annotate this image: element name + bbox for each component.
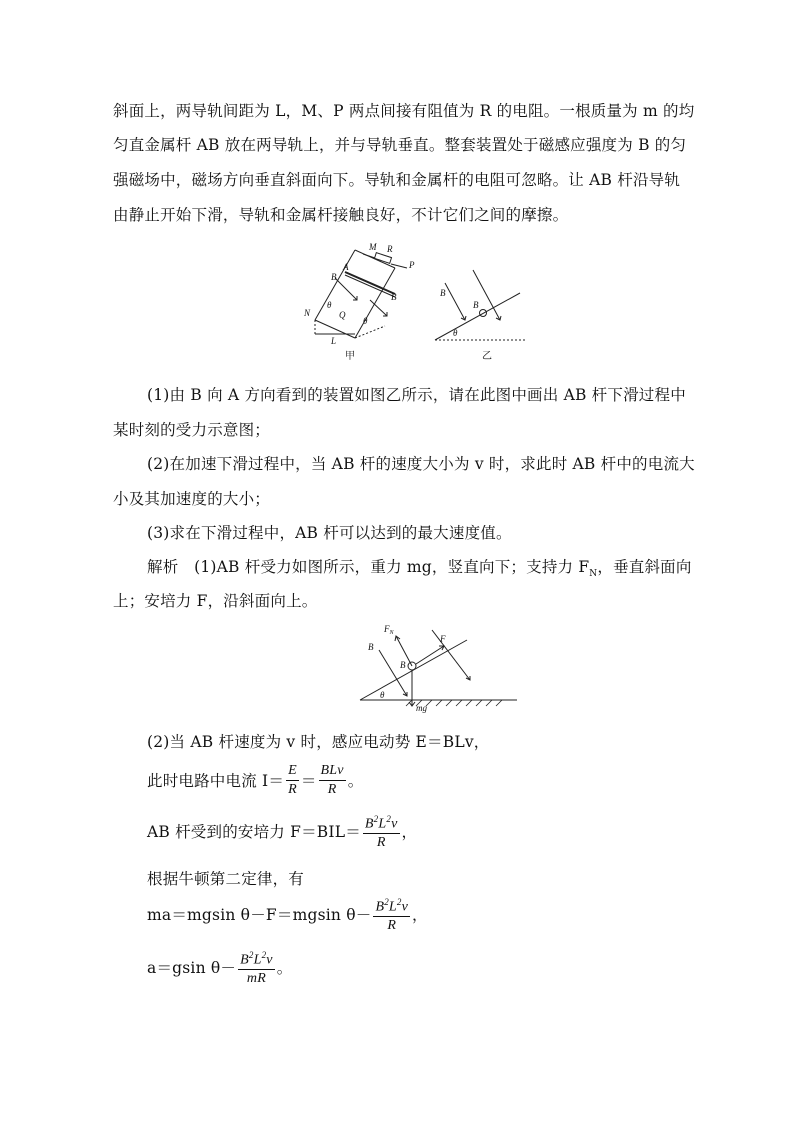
figure-force-diagram — [352, 618, 522, 713]
fraction-B2L2v-over-mR — [238, 947, 275, 988]
fraction-numerator: BLv — [319, 763, 346, 781]
problem-line-3: 强磁场中，磁场方向垂直斜面向下。导轨和金属杆的电阻可忽略。让 AB 杆沿导轨 — [113, 171, 681, 189]
question-3: (3)求在下滑过程中，AB 杆可以达到的最大速度值。 — [147, 524, 512, 542]
problem-line-1: 斜面上，两导轨间距为 L，M、P 两点间接有阻值为 R 的电阻。一根质量为 m 的均 — [113, 102, 695, 120]
label-Q: Q — [339, 310, 346, 320]
label-theta-yi: θ — [453, 328, 458, 338]
label-P: P — [409, 260, 415, 270]
fraction-numerator: $B^2L^2v$ — [373, 894, 410, 918]
solution-line-2: 上；安培力 F，沿斜面向上。 — [113, 592, 318, 610]
label-B-1: B — [368, 642, 374, 652]
equals-sign: ＝ — [300, 772, 317, 790]
acceleration-eq: a＝gsin θ－ — [147, 959, 237, 977]
label-B-jia-2: B — [391, 292, 397, 302]
newton-eq: ma＝mgsin θ－F＝mgsin θ－ — [147, 906, 372, 924]
fraction-denominator: R — [288, 781, 297, 797]
fraction-E-over-R — [286, 763, 299, 798]
solution-part-1-tail: ，垂直斜面向 — [597, 558, 692, 576]
figure-jia-yi — [295, 238, 535, 363]
problem-line-4: 由静止开始下滑，导轨和金属杆接触良好，不计它们之间的摩擦。 — [113, 206, 569, 224]
label-L: L — [331, 336, 337, 346]
label-FN — [383, 624, 395, 636]
fraction-B2L2v-over-R-2 — [373, 894, 410, 935]
label-theta-jia-1: θ — [327, 300, 332, 310]
comma: ， — [401, 823, 418, 841]
caption-yi: 乙 — [482, 351, 492, 362]
fraction-B2L2v-over-R — [363, 811, 400, 852]
label-theta-jia-2: θ — [363, 316, 368, 326]
label-mg: mg — [416, 703, 427, 713]
current-label: 此时电路中电流 I＝ — [147, 772, 285, 790]
question-1-line-2: 某时刻的受力示意图； — [113, 421, 271, 439]
solution-line-4 — [147, 760, 363, 800]
question-1-line-1: (1)由 B 向 A 方向看到的装置如图乙所示，请在此图中画出 AB 杆下滑过程中 — [147, 386, 686, 404]
period: 。 — [347, 772, 364, 790]
fraction-denominator: R — [387, 918, 397, 934]
label-R: R — [387, 244, 393, 254]
label-A: A — [343, 262, 349, 272]
label-FN-main: F — [384, 624, 390, 634]
solution-line-5 — [147, 810, 417, 852]
solution-part-1: 解析 (1)AB 杆受力如图所示，重力 mg，竖直向下；支持力 F — [147, 558, 590, 576]
solution-line-6: 根据牛顿第二定律，有 — [147, 870, 305, 888]
label-F: F — [440, 634, 446, 644]
label-M: M — [369, 242, 377, 252]
solution-line-1 — [147, 555, 692, 579]
problem-line-2: 匀直金属杆 AB 放在两导轨上，并与导轨垂直。整套装置处于磁感应强度为 B 的匀 — [113, 136, 687, 154]
fraction-BLv-over-R — [319, 763, 346, 798]
fraction-denominator: R — [376, 835, 386, 851]
caption-jia: 甲 — [345, 351, 355, 362]
label-N: N — [304, 308, 311, 318]
fn-subscript: N — [589, 569, 598, 580]
question-2-line-2: 小及其加速度的大小； — [113, 490, 271, 508]
label-FN-sub: N — [389, 630, 394, 636]
solution-line-8 — [147, 945, 292, 989]
comma: ， — [412, 906, 428, 924]
fraction-denominator: mR — [246, 971, 266, 987]
fraction-numerator: $B^2L^2v$ — [238, 947, 275, 971]
label-B-2: B — [400, 660, 406, 670]
label-B-jia-1: B — [331, 272, 337, 282]
solution-line-3: (2)当 AB 杆速度为 v 时，感应电动势 E＝BLv， — [147, 733, 490, 751]
label-B-yi-1: B — [440, 288, 446, 298]
period: 。 — [276, 959, 293, 977]
fraction-denominator: R — [327, 781, 337, 797]
label-B-yi-2: B — [473, 300, 479, 310]
fraction-numerator: E — [286, 763, 299, 781]
fraction-numerator: $B^2L^2v$ — [363, 811, 400, 835]
force-label: AB 杆受到的安培力 F＝BIL＝ — [147, 823, 361, 841]
solution-line-7 — [147, 892, 428, 936]
label-theta: θ — [380, 690, 385, 700]
question-2-line-1: (2)在加速下滑过程中，当 AB 杆的速度大小为 v 时，求此时 AB 杆中的电流大 — [147, 455, 695, 473]
